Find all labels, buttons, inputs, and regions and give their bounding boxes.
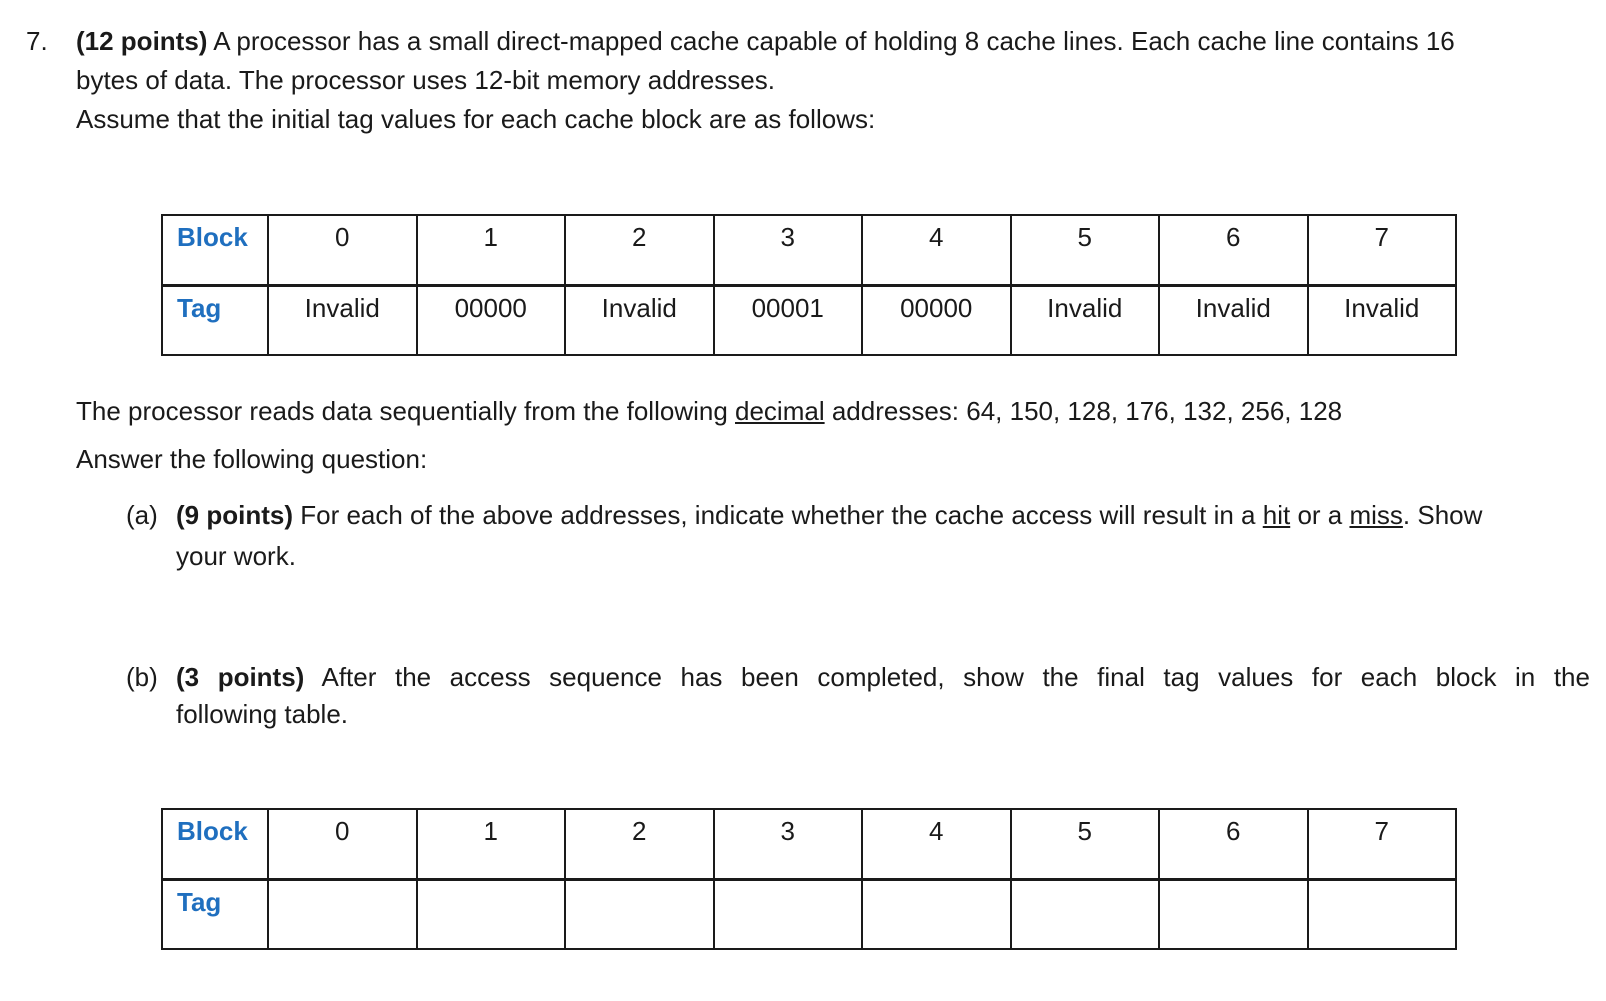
part-a-text-2: . Show	[1402, 500, 1483, 530]
initial-tag-2: Invalid	[565, 285, 714, 355]
sequence-prefix: The processor reads data sequentially from the following	[76, 396, 736, 426]
final-block-3: 3	[714, 809, 863, 879]
part-b-line-1	[176, 660, 1590, 694]
question-text-1: A processor has a small direct-mapped cache capable of holding 8 cache lines. Each cache line contains 16	[213, 26, 1455, 56]
final-tag-cell-4[interactable]	[862, 879, 1011, 949]
initial-block-6: 6	[1159, 215, 1308, 285]
initial-tag-0: Invalid	[268, 285, 417, 355]
question-number: 7.	[26, 26, 48, 56]
part-a-line-1	[176, 498, 1482, 532]
final-block-7: 7	[1308, 809, 1457, 879]
final-block-6: 6	[1159, 809, 1308, 879]
question-line-2: bytes of data. The processor uses 12-bit memory addresses.	[76, 65, 775, 95]
final-block-1: 1	[417, 809, 566, 879]
final-block-row	[162, 809, 1456, 879]
question-line-3: Assume that the initial tag values for each cache block are as follows:	[76, 104, 876, 134]
question-line-1	[76, 24, 1455, 58]
final-block-0: 0	[268, 809, 417, 879]
initial-block-3: 3	[714, 215, 863, 285]
part-a-points: (9 points)	[176, 500, 293, 530]
final-tag-cell-0[interactable]	[268, 879, 417, 949]
final-tag-cell-5[interactable]	[1011, 879, 1160, 949]
initial-tag-7: Invalid	[1308, 285, 1457, 355]
initial-tag-row	[162, 285, 1456, 355]
initial-block-5: 5	[1011, 215, 1160, 285]
part-b-points: (3 points)	[176, 662, 305, 692]
initial-block-row	[162, 215, 1456, 285]
initial-block-7: 7	[1308, 215, 1457, 285]
final-block-5: 5	[1011, 809, 1160, 879]
initial-block-0: 0	[268, 215, 417, 285]
sequence-decimal: decimal	[735, 396, 825, 426]
final-block-header: Block	[162, 809, 268, 879]
part-a-or: or a	[1290, 500, 1350, 530]
question-points: (12 points)	[76, 26, 208, 56]
initial-tag-6: Invalid	[1159, 285, 1308, 355]
initial-block-1: 1	[417, 215, 566, 285]
initial-tag-table	[161, 214, 1457, 356]
final-tag-cell-7[interactable]	[1308, 879, 1457, 949]
final-tag-cell-6[interactable]	[1159, 879, 1308, 949]
answer-prompt: Answer the following question:	[76, 444, 428, 474]
initial-tag-3: 00001	[714, 285, 863, 355]
final-tag-header: Tag	[162, 879, 268, 949]
final-block-2: 2	[565, 809, 714, 879]
part-b-line-2: following table.	[176, 699, 348, 729]
final-tag-cell-3[interactable]	[714, 879, 863, 949]
sequence-line	[76, 394, 1342, 428]
initial-block-4: 4	[862, 215, 1011, 285]
final-tag-cell-1[interactable]	[417, 879, 566, 949]
part-b-text-1: After the access sequence has been completed, show the final tag values for each block in the	[304, 662, 1590, 692]
part-b-label: (b)	[126, 662, 158, 692]
initial-tag-header: Tag	[162, 285, 268, 355]
initial-tag-1: 00000	[417, 285, 566, 355]
initial-block-2: 2	[565, 215, 714, 285]
final-block-4: 4	[862, 809, 1011, 879]
final-tag-row	[162, 879, 1456, 949]
initial-tag-4: 00000	[862, 285, 1011, 355]
part-a-label: (a)	[126, 500, 158, 530]
part-a-text-1: For each of the above addresses, indicate whether the cache access will result in a	[293, 500, 1263, 530]
final-tag-table	[161, 808, 1457, 950]
part-a-hit: hit	[1262, 500, 1291, 530]
part-a-line-2: your work.	[176, 541, 296, 571]
initial-tag-5: Invalid	[1011, 285, 1160, 355]
final-tag-cell-2[interactable]	[565, 879, 714, 949]
sequence-suffix: addresses: 64, 150, 128, 176, 132, 256, 128	[824, 396, 1343, 426]
initial-block-header: Block	[162, 215, 268, 285]
part-a-miss: miss	[1349, 500, 1403, 530]
